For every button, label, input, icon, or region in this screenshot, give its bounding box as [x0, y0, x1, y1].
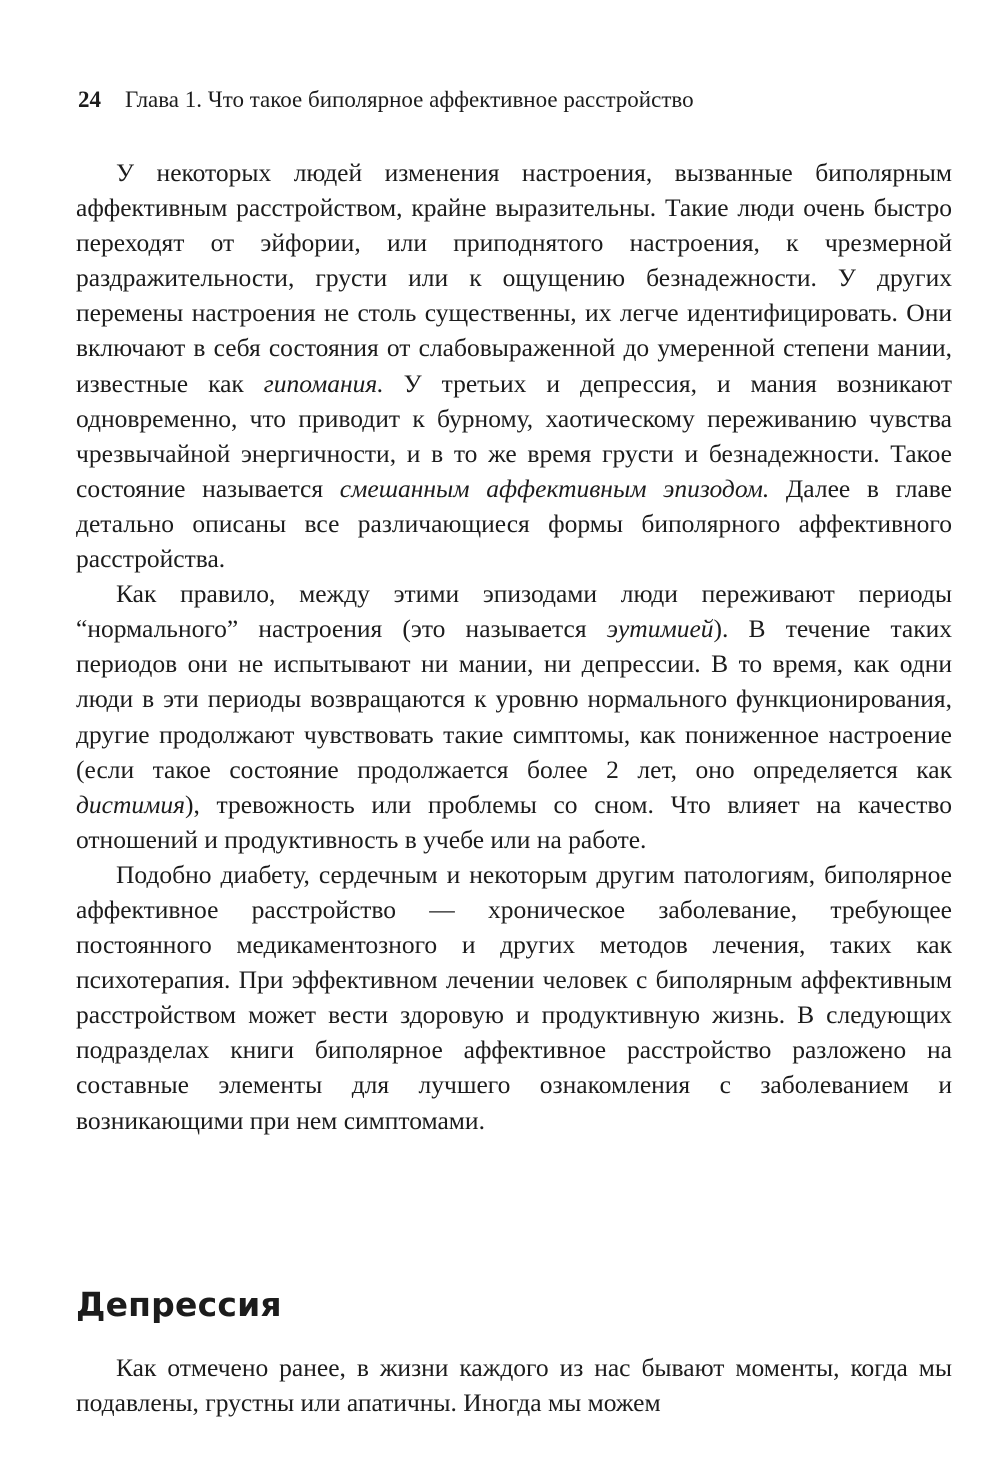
paragraph-1	[76, 155, 952, 576]
page-number: 24	[78, 87, 101, 112]
paragraph-1-part-2: У третьих и депрессия, и мания возникают одновременно, что приводит к бурному, хаотическому переживанию чувства чрезвычайной энергичности, и в то же время грусти и безнадежности. Такое состояние называется	[76, 368, 952, 503]
running-header	[78, 84, 694, 116]
term-dysthymia: дистимия	[76, 789, 186, 819]
chapter-title: Глава 1. Что такое биполярное аффективное расстройство	[125, 87, 694, 112]
paragraph-2-part-3: ), тревожность или проблемы со сном. Что влияет на качество отношений и продуктивность в учебе или на работе.	[76, 789, 952, 854]
term-euthymia: эутимией	[606, 614, 714, 644]
section-heading: Депрессия	[76, 1285, 282, 1324]
paragraph-1-part-3: Далее в главе детально описаны все различающиеся формы биполярного аффективного расстройства.	[76, 473, 952, 574]
term-hypomania: гипомания.	[263, 368, 384, 398]
paragraph-2	[76, 576, 952, 857]
paragraph-2-part-1: Как правило, между этими эпизодами люди переживают периоды “нормального” настроения (это называется	[76, 579, 952, 644]
term-mixed-affective-episode: смешанным аффективным эпизодом.	[339, 473, 770, 503]
paragraph-3: Подобно диабету, сердечным и некоторым другим патологиям, биполярное аффективное расстройство — хроническое заболевание, требующее постоянного медикаментозного и других методов лечения, таких как психотерапия. При эффективном лечении человек с биполярным аффективным расстройством может вести здоровую и продуктивную жизнь. В следующих подразделах книги биполярное аффективное расстройство разложено на составные элементы для лучшего ознакомления с заболеванием и возникающими при нем симптомами.	[76, 859, 952, 1135]
paragraph-2-part-2: ). В течение таких периодов они не испытывают ни мании, ни депрессии. В то время, как одни люди в эти периоды возвращаются к уровню нормального функционирования, другие продолжают чувствовать такие симптомы, как пониженное настроение (если такое состояние продолжается более 2 лет, оно определяется как	[76, 614, 953, 784]
paragraph-1-part-1: У некоторых людей изменения настроения, вызванные биполярным аффективным расстройством, крайне выразительны. Такие люди очень быстро переходят от эйфории, или приподнятого настроения, к чрезмерной раздражительности, грусти или к ощущению безнадежности. У других перемены настроения не столь существенны, их легче идентифицировать. Они включают в себя состояния от слабовыраженной до умеренной степени мании, известные как	[76, 158, 952, 398]
section-paragraph: Как отмечено ранее, в жизни каждого из нас бывают моменты, когда мы подавлены, грустны или апатичны. Иногда мы можем	[76, 1353, 952, 1418]
main-text	[76, 155, 952, 1138]
section-text	[76, 1350, 952, 1420]
